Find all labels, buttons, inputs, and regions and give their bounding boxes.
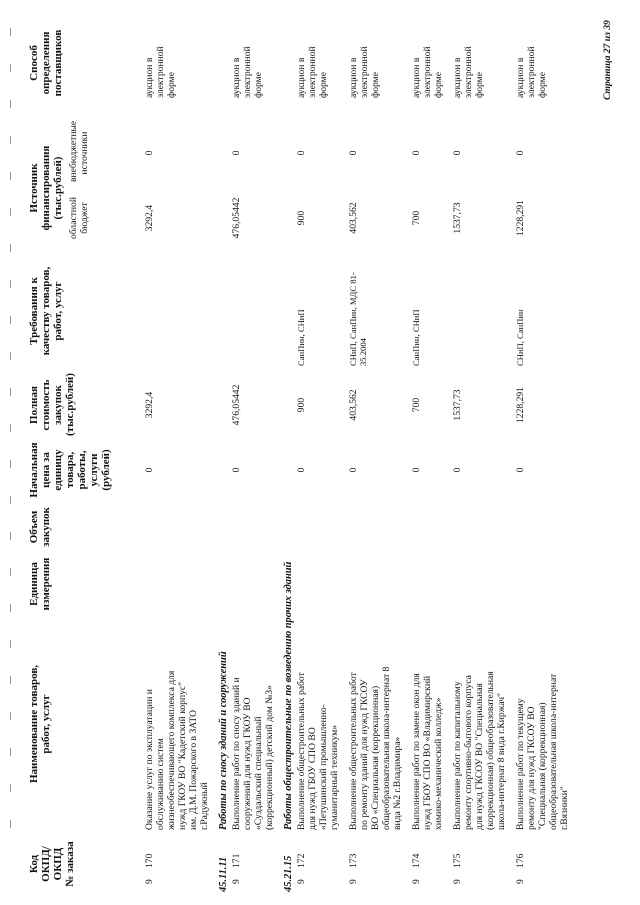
row-method-line: аукцион в [144, 57, 155, 98]
row-number: 172 [296, 853, 307, 868]
row-code: 9 [452, 879, 463, 884]
row-fin-regional: 900 [296, 210, 307, 226]
row-name [515, 618, 570, 830]
row-fin-extrabudget: 0 [231, 150, 242, 156]
header-volume-line: Объем [28, 510, 40, 544]
row-total: 1537,73 [452, 389, 463, 421]
row-fin-extrabudget: 0 [144, 150, 155, 156]
row-method [231, 14, 264, 98]
row-requirements: СанПин, СНиП [411, 309, 421, 366]
row-code: 9 [231, 879, 242, 884]
row-fin-extrabudget: 0 [348, 150, 359, 156]
row-method-line: электронной [359, 46, 370, 98]
row-method-line: форме [253, 72, 264, 98]
row-name-line: нужд ГКОУ ВО "Кадетский корпус" [177, 681, 188, 830]
table-row [452, 12, 515, 892]
row-fin-regional: 3292,4 [144, 204, 155, 232]
header-financing-line: Источник [28, 163, 40, 213]
table-row [144, 12, 218, 892]
row-method-line: аукцион в [348, 57, 359, 98]
row-requirements: СНиП, СанПин [515, 309, 525, 366]
row-name-line: (коррекционная) общеобразовательная [485, 671, 496, 830]
header-code-line: № заказа [64, 841, 76, 887]
header-requirements-line: качеству товаров, [40, 266, 52, 356]
row-name-line: Выполнение общестроительных работ [348, 672, 359, 830]
row-name-line: для нужд ГБОУ СПО ВО [307, 727, 318, 830]
row-fin-regional: 476,05442 [231, 197, 242, 239]
row-price: 0 [348, 467, 359, 473]
row-method-line: аукцион в [296, 57, 307, 98]
row-name-line: общеобразовательная школа-интернат [548, 673, 559, 830]
row-name-line: (коррекционный) детский дом №3» [264, 685, 275, 830]
row-fin-regional: 403,562 [348, 202, 359, 234]
table-row [231, 12, 283, 892]
row-method [144, 14, 177, 98]
page-number: Страница 27 из 39 [602, 20, 613, 100]
row-method-line: электронной [242, 46, 253, 98]
header-price-line: Начальная [28, 442, 40, 498]
row-method-line: аукцион в [452, 57, 463, 98]
header-fin-regional-line: областной [68, 197, 79, 240]
header-volume [28, 502, 52, 552]
row-total: 476,05442 [231, 384, 242, 426]
header-method-line: Способ [28, 45, 40, 81]
row-method-line: форме [433, 72, 444, 98]
row-fin-extrabudget: 0 [411, 150, 422, 156]
row-price: 0 [452, 467, 463, 473]
row-method-line: форме [166, 72, 177, 98]
row-method [348, 14, 381, 98]
section-row [283, 12, 296, 892]
row-name-line: «Петушинский промышленно- [318, 704, 329, 830]
row-total: 700 [411, 397, 422, 413]
section-row [218, 12, 231, 892]
row-code: 9 [515, 879, 526, 884]
binding-margin [3, 0, 17, 905]
header-financing [28, 124, 64, 252]
row-fin-regional: 700 [411, 210, 422, 226]
row-name-line: ремонту для нужд ГКСОУ ВО [526, 706, 537, 830]
row-price: 0 [231, 467, 242, 473]
row-method [515, 14, 548, 98]
row-name-line: ремонту спортивно-бытового корпуса [463, 675, 474, 830]
row-method-line: аукцион в [411, 57, 422, 98]
row-name-line: Оказание услуг по эксплуатации и [144, 689, 155, 830]
row-name-line: Выполнение работ по замене окон для [411, 673, 422, 830]
row-name-line: гуманитарный техникум» [329, 724, 340, 830]
row-name-line: им. Д.М. Пожарского в ЗАТО [188, 709, 199, 830]
row-name-line: химико-механический колледж» [433, 697, 444, 830]
row-name-line: «Суздальский специальный [253, 716, 264, 830]
header-price [28, 442, 112, 498]
row-method-line: электронной [526, 46, 537, 98]
header-requirements-line: работ, услуг [52, 281, 64, 341]
section-code: 45.11.11 [218, 856, 229, 892]
header-code-line: ОКПД [52, 847, 64, 881]
table-header [28, 12, 138, 892]
row-price: 0 [144, 467, 155, 473]
header-name [28, 618, 52, 830]
row-name-line: Выполнение работ по сносу зданий и [231, 677, 242, 830]
row-method-line: электронной [422, 46, 433, 98]
row-method [411, 14, 444, 98]
row-name [144, 618, 210, 830]
row-name [296, 618, 340, 830]
row-requirements: СНиП, СанПин, МДС 81-35.2004 [348, 272, 368, 366]
header-total-line: стоимость [40, 379, 52, 431]
row-fin-extrabudget: 0 [296, 150, 307, 156]
table-row [515, 12, 578, 892]
row-price: 0 [411, 467, 422, 473]
row-method-line: электронной [155, 46, 166, 98]
row-code: 9 [348, 879, 359, 884]
header-requirements-line: Требования к [28, 277, 40, 345]
header-method-line: определения [40, 31, 52, 95]
row-name-line: вида №2 г.Владимира» [392, 736, 403, 830]
header-financing-line: финансирования [40, 145, 52, 231]
header-method-line: поставщиков [52, 29, 64, 97]
header-requirements [28, 256, 64, 366]
row-fin-extrabudget: 0 [452, 150, 463, 156]
header-price-line: цена за [40, 452, 52, 488]
row-name-line: нужд ГБОУ СПО ВО «Владимирский [422, 675, 433, 830]
row-requirements: СанПин, СНиП [296, 309, 306, 366]
header-code [28, 836, 76, 892]
header-fin-extrabudget [68, 120, 90, 182]
row-method [296, 14, 329, 98]
header-unit [28, 556, 52, 612]
row-name-line: сооружений для нужд ГКОУ ВО [242, 697, 253, 830]
header-total [28, 374, 76, 436]
row-name-line: Выполнение работ по капитальному [452, 681, 463, 830]
header-name-line: работ, услуг [40, 694, 52, 754]
row-name-line: ВО «Специальная (коррекционная) [370, 685, 381, 830]
row-code: 9 [144, 879, 155, 884]
row-total: 403,562 [348, 389, 359, 421]
row-number: 175 [452, 853, 463, 868]
row-number: 170 [144, 853, 155, 868]
row-total: 3292,4 [144, 391, 155, 419]
header-total-line: (тыс.рублей) [64, 373, 76, 436]
row-method-line: аукцион в [515, 57, 526, 98]
row-code: 9 [411, 879, 422, 884]
header-fin-extrabudget-line: источники [79, 131, 90, 175]
row-total: 900 [296, 397, 307, 413]
row-fin-extrabudget: 0 [515, 150, 526, 156]
header-code-line: ОКПД/ [40, 846, 52, 882]
row-method-line: форме [370, 72, 381, 98]
row-method [452, 14, 485, 98]
row-name [348, 618, 403, 830]
header-method [28, 14, 64, 112]
row-name-line: г.Радужный [199, 782, 210, 830]
row-name-line: по ремонту зданий для нужд ГКСОУ [359, 679, 370, 830]
section-title: Работы общестроительные по возведению прочих зданий [283, 561, 294, 830]
header-unit-line: Единица [28, 562, 40, 606]
table-row [348, 12, 411, 892]
header-fin-extrabudget-line: внебюджетные [68, 120, 79, 182]
header-financing-line: (тыс.рублей) [52, 156, 64, 220]
header-fin-regional-line: бюджет [79, 202, 90, 234]
row-code: 9 [296, 879, 307, 884]
header-code-line: Код [28, 854, 40, 874]
header-total-line: Полная [28, 386, 40, 424]
row-fin-regional: 1537,73 [452, 202, 463, 234]
section-title: Работы по сносу зданий и сооружений [218, 651, 229, 830]
row-name [411, 618, 444, 830]
table-row [411, 12, 452, 892]
row-name [231, 618, 275, 830]
table-row [296, 12, 348, 892]
row-price: 0 [515, 467, 526, 473]
row-total: 1228,291 [515, 387, 526, 423]
row-number: 174 [411, 853, 422, 868]
row-name-line: Выполнение общестроительных работ [296, 672, 307, 830]
row-number: 176 [515, 853, 526, 868]
header-price-line: единицу [52, 449, 64, 491]
row-method-line: форме [474, 72, 485, 98]
row-name-line: Выполнение работ по текущему [515, 698, 526, 830]
header-price-line: работы, [76, 450, 88, 490]
row-method-line: электронной [463, 46, 474, 98]
row-name-line: жизнеобеспечивающего комплекса для [166, 670, 177, 830]
row-name-line: "Специальная (коррекционная) [537, 702, 548, 830]
header-price-line: (рублей) [100, 449, 112, 491]
procurement-table [20, 12, 620, 892]
row-price: 0 [296, 467, 307, 473]
header-name-line: Наименование товаров, [28, 664, 40, 784]
row-method-line: форме [537, 72, 548, 98]
header-unit-line: измерения [40, 557, 52, 611]
row-method-line: аукцион в [231, 57, 242, 98]
header-fin-regional [68, 184, 90, 252]
row-method-line: форме [318, 72, 329, 98]
row-method-line: электронной [307, 46, 318, 98]
row-name-line: для нужд ГКСОУ ВО "Специальная [474, 683, 485, 830]
header-total-line: закупок [52, 385, 64, 425]
header-price-line: услуги [88, 453, 100, 487]
row-name-line: общеобразовательная школа-интернат 8 [381, 666, 392, 830]
row-number: 171 [231, 853, 242, 868]
row-name [452, 618, 507, 830]
row-name-line: г.Вязники" [559, 786, 570, 830]
row-name-line: обслуживанию систем [155, 738, 166, 830]
row-fin-regional: 1228,291 [515, 200, 526, 236]
section-code: 45.21.15 [283, 855, 294, 892]
row-name-line: школа-интернат 8 вида г.Киржач" [496, 693, 507, 830]
header-volume-line: закупок [40, 507, 52, 547]
header-price-line: товара, [64, 451, 76, 489]
row-number: 173 [348, 853, 359, 868]
